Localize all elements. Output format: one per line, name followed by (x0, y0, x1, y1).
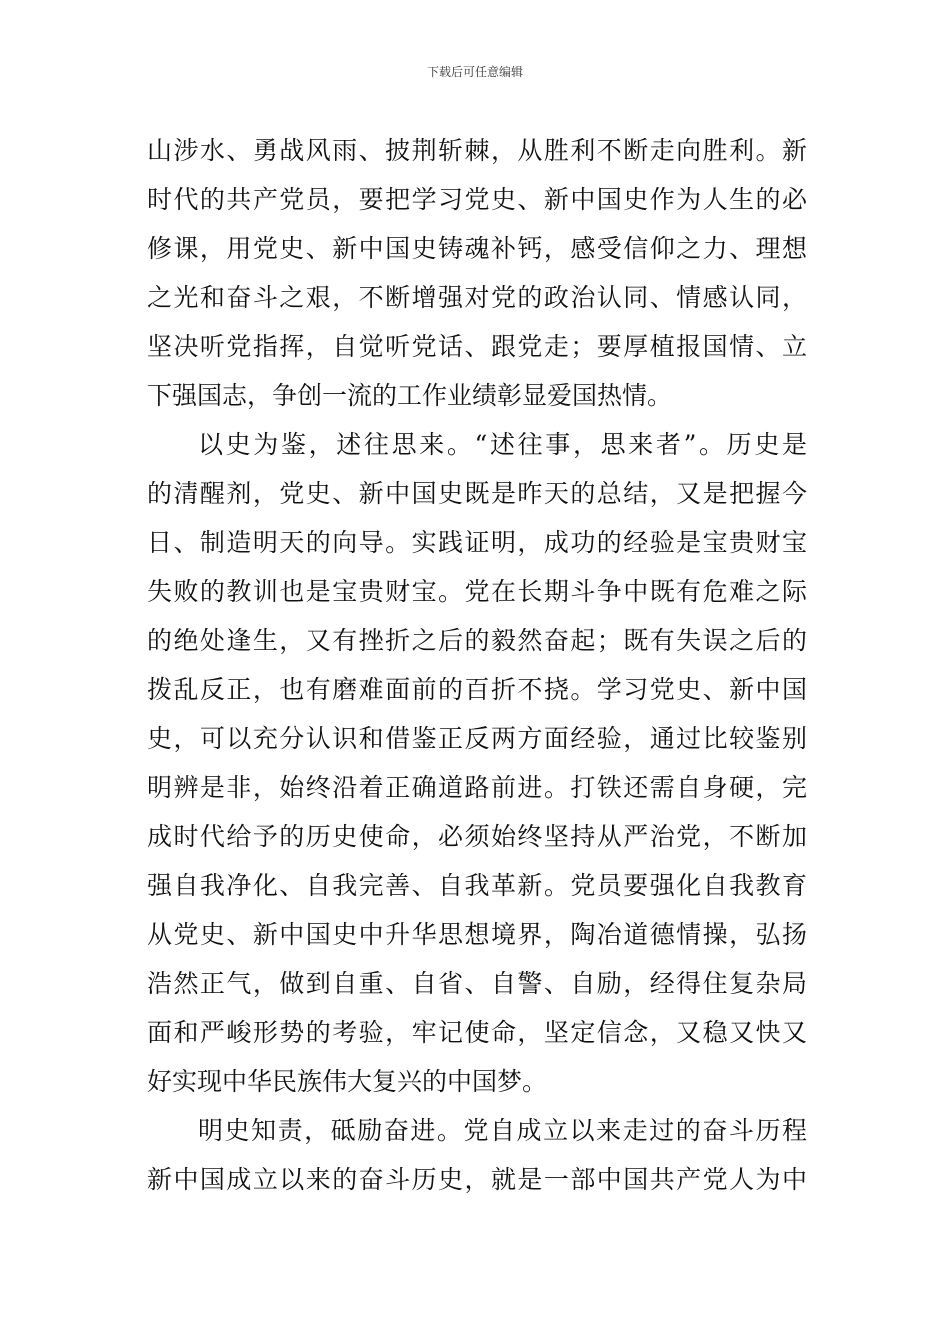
text-line: 时代的共产党员，要把学习党史、新中国史作为人生的必 (147, 185, 807, 214)
text-line: 新中国成立以来的奋斗历史，就是一部中国共产党人为中 (147, 1165, 807, 1194)
text-line: 面和严峻形势的考验，牢记使命，坚定信念，又稳又快又 (147, 1018, 807, 1047)
text-line: 好实现中华民族伟大复兴的中国梦。 (147, 1067, 548, 1096)
text-line: 强自我净化、自我完善、自我革新。党员要强化自我教育 (147, 871, 807, 900)
text-line: 浩然正气，做到自重、自省、自警、自励，经得住复杂局 (147, 969, 807, 998)
text-line: 从党史、新中国史中升华思想境界，陶冶道德情操，弘扬 (147, 920, 807, 949)
text-line: 明史知责，砥励奋进。党自成立以来走过的奋斗历程 (198, 1116, 807, 1145)
text-line: 的清醒剂，党史、新中国史既是昨天的总结，又是把握今 (147, 479, 807, 508)
text-line: 之光和奋斗之艰，不断增强对党的政治认同、情感认同， (147, 283, 807, 312)
text-line: 失败的教训也是宝贵财宝。党在长期斗争中既有危难之际 (147, 577, 807, 606)
text-line: 日、制造明天的向导。实践证明，成功的经验是宝贵财宝 (147, 528, 807, 557)
page-header: 下载后可任意编辑 (426, 65, 523, 79)
text-line: 拨乱反正，也有磨难面前的百折不挠。学习党史、新中国 (147, 675, 807, 704)
text-line: 史，可以充分认识和借鉴正反两方面经验，通过比较鉴别 (147, 724, 807, 753)
text-line: 成时代给予的历史使命，必须始终坚持从严治党，不断加 (147, 822, 807, 851)
document-body (147, 126, 807, 1204)
text-line: 以史为鉴，述往思来。“述往事，思来者”。历史是 (198, 430, 807, 459)
text-line: 修课，用党史、新中国史铸魂补钙，感受信仰之力、理想 (147, 234, 807, 263)
text-line: 山涉水、勇战风雨、披荆斩棘，从胜利不断走向胜利。新 (147, 136, 807, 165)
text-line: 下强国志，争创一流的工作业绩彰显爱国热情。 (147, 381, 673, 410)
text-line: 的绝处逢生，又有挫折之后的毅然奋起；既有失误之后的 (147, 626, 807, 655)
text-line: 坚决听党指挥，自觉听党话、跟党走；要厚植报国情、立 (147, 332, 807, 361)
text-line: 明辨是非，始终沿着正确道路前进。打铁还需自身硬，完 (147, 773, 807, 802)
